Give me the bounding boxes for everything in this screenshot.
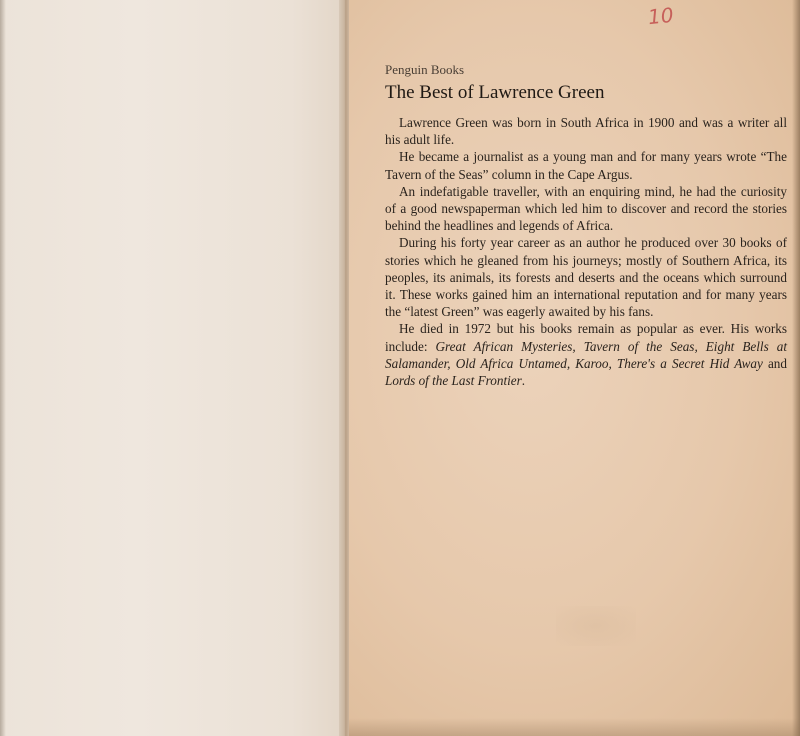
bio-paragraph-1: Lawrence Green was born in South Africa in 1900 and was a writer all his adult life. bbox=[385, 115, 787, 148]
handwritten-page-number: 10 bbox=[646, 2, 675, 30]
works-and: and bbox=[762, 355, 787, 371]
bio-paragraph-5 bbox=[385, 320, 787, 389]
works-end: . bbox=[521, 373, 526, 389]
bio-paragraph-4: During his forty year career as an author he produced over 30 books of stories which he gleaned from his journeys; mostly of Southern Africa, its peoples, its animals, its forests and deserts and the oceans which surround it. These works gained him an international reputation and for many years the “latest Green” was eagerly awaited by his fans. bbox=[385, 235, 787, 320]
left-page-edge bbox=[0, 0, 6, 736]
bottom-shadow bbox=[349, 718, 800, 736]
publisher-name: Penguin Books bbox=[385, 62, 465, 77]
works-list: Great African Mysteries, Tavern of the Seas, Eight Bells at Salamander, Old Africa Untamed, Karoo, There's a Secret Hid Away bbox=[385, 338, 787, 371]
bio-paragraph-5-intro: He died in 1972 but his books remain as popular as ever. His works include: bbox=[385, 321, 787, 354]
faded-patch bbox=[556, 606, 636, 646]
bio-paragraph-2: He became a journalist as a young man and for many years wrote “The Tavern of the Seas” column in the Cape Argus. bbox=[385, 149, 787, 182]
right-page-edge bbox=[792, 0, 800, 736]
book-title: The Best of Lawrence Green bbox=[385, 82, 605, 103]
left-page bbox=[0, 0, 343, 736]
works-last-title: Lords of the Last Frontier bbox=[385, 373, 522, 389]
bio-paragraph-3: An indefatigable traveller, with an enquiring mind, he had the curiosity of a good newspaperman which led him to discover and record the stories behind the headlines and legends of Africa. bbox=[385, 183, 787, 234]
page-content bbox=[385, 62, 787, 389]
